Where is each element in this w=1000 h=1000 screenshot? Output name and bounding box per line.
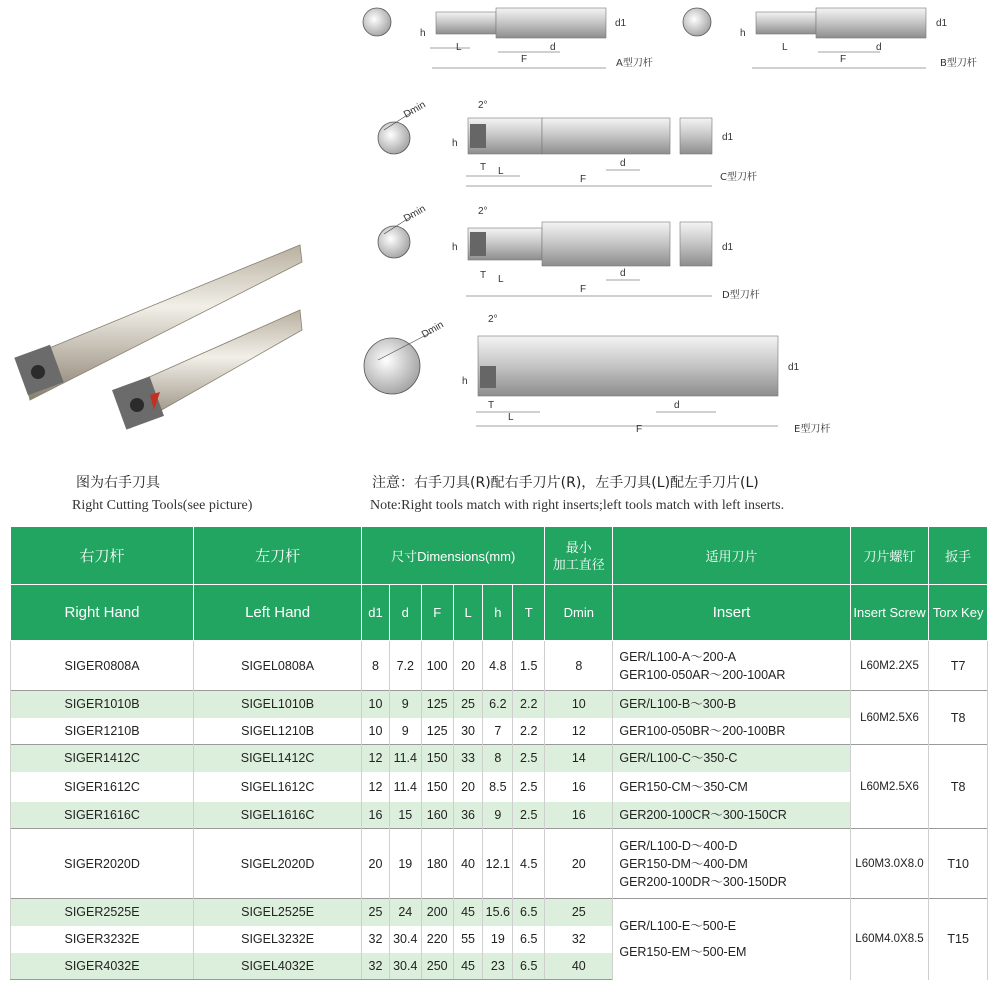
cell-dmin: 16 <box>545 802 613 829</box>
table-row <box>11 691 988 718</box>
cell-F: 150 <box>421 772 453 802</box>
insert-line: GER100-050AR～200-100AR <box>619 667 786 682</box>
cell-T: 6.5 <box>513 926 545 953</box>
caption-right-cn: 注意：右手刀具(R)配右手刀片(R)，左手刀具(L)配左手刀片(L) <box>372 475 759 491</box>
cell-L: 45 <box>453 899 483 926</box>
cell-h: 7 <box>483 718 513 745</box>
cell-d: 11.4 <box>389 772 421 802</box>
cell-L: 55 <box>453 926 483 953</box>
label-d1: d1 <box>722 242 734 253</box>
cell-T: 6.5 <box>513 899 545 926</box>
cell-insert <box>613 641 850 691</box>
drawing-a-type <box>363 8 653 69</box>
cell-d: 30.4 <box>389 953 421 980</box>
table-row <box>11 829 988 899</box>
label-L: L <box>782 42 788 53</box>
cell-right-model: SIGER1616C <box>11 802 194 829</box>
cell-d: 19 <box>389 829 421 899</box>
cell-T: 6.5 <box>513 953 545 980</box>
cell-right-model: SIGER0808A <box>11 641 194 691</box>
cell-dmin: 10 <box>545 691 613 718</box>
cell-L: 20 <box>453 641 483 691</box>
label-angle: 2° <box>478 206 488 217</box>
label-F: F <box>636 424 643 435</box>
cell-d: 15 <box>389 802 421 829</box>
cell-d1: 8 <box>362 641 390 691</box>
label-angle: 2° <box>488 314 498 325</box>
cell-dmin: 32 <box>545 926 613 953</box>
header-L: L <box>453 585 483 641</box>
cell-left-model: SIGEL1412C <box>194 745 362 772</box>
cell-right-model: SIGER2525E <box>11 899 194 926</box>
cell-left-model: SIGEL0808A <box>194 641 362 691</box>
label-h: h <box>462 376 468 387</box>
label-L: L <box>498 274 504 285</box>
label-d: d <box>674 400 680 411</box>
label-F: F <box>521 54 528 65</box>
cell-F: 125 <box>421 691 453 718</box>
cell-left-model: SIGEL2525E <box>194 899 362 926</box>
cell-right-model: SIGER1412C <box>11 745 194 772</box>
cell-key: T15 <box>929 899 988 980</box>
header-dmin-cn: 最小 加工直径 <box>545 527 613 585</box>
header-dims: 尺寸Dimensions(mm) <box>362 527 545 585</box>
cell-screw: L60M2.5X6 <box>850 691 929 745</box>
cell-L: 33 <box>453 745 483 772</box>
header-insert-cn: 适用刀片 <box>613 527 850 585</box>
cell-screw: L60M2.2X5 <box>850 641 929 691</box>
cell-dmin: 12 <box>545 718 613 745</box>
cell-h: 23 <box>483 953 513 980</box>
cell-F: 125 <box>421 718 453 745</box>
type-label-c: C型刀杆 <box>720 172 757 183</box>
cell-dmin: 20 <box>545 829 613 899</box>
cell-F: 160 <box>421 802 453 829</box>
insert-line: GER150-DM～400-DM <box>619 856 748 871</box>
label-dmin: Dmin <box>420 319 446 341</box>
label-T: T <box>480 270 487 281</box>
cell-d1: 20 <box>362 829 390 899</box>
label-h: h <box>740 28 746 39</box>
label-d1: d1 <box>788 362 800 373</box>
cell-left-model: SIGEL1010B <box>194 691 362 718</box>
cell-L: 45 <box>453 953 483 980</box>
table-row <box>11 772 988 802</box>
cell-h: 9 <box>483 802 513 829</box>
cell-screw: L60M3.0X8.0 <box>850 829 929 899</box>
cell-d: 24 <box>389 899 421 926</box>
insert-line: GER/L100-E～500-E <box>619 919 737 934</box>
cell-h: 19 <box>483 926 513 953</box>
caption-left-cn: 图为右手刀具 <box>76 475 160 491</box>
label-T: T <box>488 400 495 411</box>
insert-line: GER/L100-A～200-A <box>619 649 737 664</box>
header-row-cn <box>11 527 988 585</box>
cell-key: T8 <box>929 691 988 745</box>
tool-photo <box>0 240 310 440</box>
cell-insert: GER/L100-C～350-C <box>613 745 850 772</box>
header-right-cn: 右刀杆 <box>11 527 194 585</box>
header-row-en <box>11 585 988 641</box>
type-label-b: B型刀杆 <box>940 58 977 69</box>
insert-line: GER200-100DR～300-150DR <box>619 874 787 889</box>
label-d1: d1 <box>722 132 734 143</box>
header-left-cn: 左刀杆 <box>194 527 362 585</box>
caption-right-en: Note:Right tools match with right inserts;left tools match with left inserts. <box>370 498 785 513</box>
cell-right-model: SIGER1010B <box>11 691 194 718</box>
header-T: T <box>513 585 545 641</box>
type-label-d: D型刀杆 <box>722 290 760 301</box>
insert-line: GER/L100-D～400-D <box>619 838 738 853</box>
type-label-a: A型刀杆 <box>616 58 653 69</box>
cell-T: 2.5 <box>513 802 545 829</box>
table-row <box>11 641 988 691</box>
cell-insert <box>613 899 850 980</box>
header-key-cn: 扳手 <box>929 527 988 585</box>
label-d: d <box>620 158 626 169</box>
spec-table <box>10 526 988 980</box>
header-screw-cn: 刀片螺钉 <box>850 527 929 585</box>
cell-dmin: 40 <box>545 953 613 980</box>
cell-L: 40 <box>453 829 483 899</box>
cell-dmin: 16 <box>545 772 613 802</box>
label-F: F <box>840 54 847 65</box>
cell-F: 220 <box>421 926 453 953</box>
technical-drawings <box>0 0 1000 460</box>
cell-left-model: SIGEL1210B <box>194 718 362 745</box>
cell-screw: L60M2.5X6 <box>850 745 929 829</box>
header-d1: d1 <box>362 585 390 641</box>
label-d1: d1 <box>936 18 948 29</box>
cell-left-model: SIGEL3232E <box>194 926 362 953</box>
header-left-en: Left Hand <box>194 585 362 641</box>
cell-T: 2.2 <box>513 691 545 718</box>
cell-left-model: SIGEL4032E <box>194 953 362 980</box>
label-h: h <box>452 242 458 253</box>
cell-d: 30.4 <box>389 926 421 953</box>
label-F: F <box>580 174 587 185</box>
insert-line: GER150-EM～500-EM <box>619 945 747 960</box>
cell-right-model: SIGER1210B <box>11 718 194 745</box>
cell-L: 20 <box>453 772 483 802</box>
header-F: F <box>421 585 453 641</box>
label-L: L <box>456 42 462 53</box>
header-key: Torx Key <box>929 585 988 641</box>
drawing-b-type <box>683 8 977 69</box>
cell-insert: GER100-050BR～200-100BR <box>613 718 850 745</box>
label-d: d <box>876 42 882 53</box>
cell-d1: 32 <box>362 926 390 953</box>
cell-d1: 12 <box>362 745 390 772</box>
header-h: h <box>483 585 513 641</box>
label-F: F <box>580 284 587 295</box>
cell-T: 2.5 <box>513 772 545 802</box>
label-h: h <box>452 138 458 149</box>
cell-L: 36 <box>453 802 483 829</box>
label-d1: d1 <box>615 18 627 29</box>
cell-T: 1.5 <box>513 641 545 691</box>
cell-d1: 25 <box>362 899 390 926</box>
cell-right-model: SIGER3232E <box>11 926 194 953</box>
cell-L: 30 <box>453 718 483 745</box>
label-L: L <box>508 412 514 423</box>
cell-dmin: 8 <box>545 641 613 691</box>
header-dmin: Dmin <box>545 585 613 641</box>
header-right-en: Right Hand <box>11 585 194 641</box>
cell-L: 25 <box>453 691 483 718</box>
drawing-c-type <box>378 99 757 186</box>
cell-d1: 10 <box>362 718 390 745</box>
header-screw: Insert Screw <box>850 585 929 641</box>
caption-left-en: Right Cutting Tools(see picture) <box>72 498 253 513</box>
label-d: d <box>620 268 626 279</box>
header-insert: Insert <box>613 585 850 641</box>
label-dmin: Dmin <box>402 99 428 121</box>
cell-F: 180 <box>421 829 453 899</box>
cell-d1: 10 <box>362 691 390 718</box>
cell-F: 150 <box>421 745 453 772</box>
cell-h: 4.8 <box>483 641 513 691</box>
cell-h: 8 <box>483 745 513 772</box>
cell-key: T8 <box>929 745 988 829</box>
label-angle: 2° <box>478 100 488 111</box>
cell-d: 11.4 <box>389 745 421 772</box>
cell-left-model: SIGEL1616C <box>194 802 362 829</box>
table-row <box>11 802 988 829</box>
cell-d1: 32 <box>362 953 390 980</box>
cell-h: 8.5 <box>483 772 513 802</box>
cell-d1: 12 <box>362 772 390 802</box>
cell-left-model: SIGEL2020D <box>194 829 362 899</box>
cell-insert: GER150-CM～350-CM <box>613 772 850 802</box>
cell-F: 200 <box>421 899 453 926</box>
table-row <box>11 745 988 772</box>
cell-insert: GER/L100-B～300-B <box>613 691 850 718</box>
header-d: d <box>389 585 421 641</box>
table-row <box>11 899 988 926</box>
cell-screw: L60M4.0X8.5 <box>850 899 929 980</box>
cell-dmin: 14 <box>545 745 613 772</box>
cell-T: 2.5 <box>513 745 545 772</box>
cell-F: 100 <box>421 641 453 691</box>
type-label-e: E型刀杆 <box>794 424 831 435</box>
cell-d: 7.2 <box>389 641 421 691</box>
label-L: L <box>498 166 504 177</box>
cell-T: 2.2 <box>513 718 545 745</box>
label-dmin: Dmin <box>402 203 428 225</box>
cell-key: T10 <box>929 829 988 899</box>
cell-F: 250 <box>421 953 453 980</box>
cell-T: 4.5 <box>513 829 545 899</box>
cell-insert: GER200-100CR～300-150CR <box>613 802 850 829</box>
cell-h: 6.2 <box>483 691 513 718</box>
cell-d1: 16 <box>362 802 390 829</box>
drawing-e-type <box>364 314 830 435</box>
cell-h: 12.1 <box>483 829 513 899</box>
label-h: h <box>420 28 426 39</box>
label-d: d <box>550 42 556 53</box>
cell-d: 9 <box>389 691 421 718</box>
cell-d: 9 <box>389 718 421 745</box>
cell-right-model: SIGER2020D <box>11 829 194 899</box>
cell-dmin: 25 <box>545 899 613 926</box>
cell-h: 15.6 <box>483 899 513 926</box>
cell-key: T7 <box>929 641 988 691</box>
cell-left-model: SIGEL1612C <box>194 772 362 802</box>
drawing-d-type <box>378 203 760 301</box>
label-T: T <box>480 162 487 173</box>
cell-right-model: SIGER1612C <box>11 772 194 802</box>
table-row <box>11 718 988 745</box>
cell-right-model: SIGER4032E <box>11 953 194 980</box>
cell-insert <box>613 829 850 899</box>
